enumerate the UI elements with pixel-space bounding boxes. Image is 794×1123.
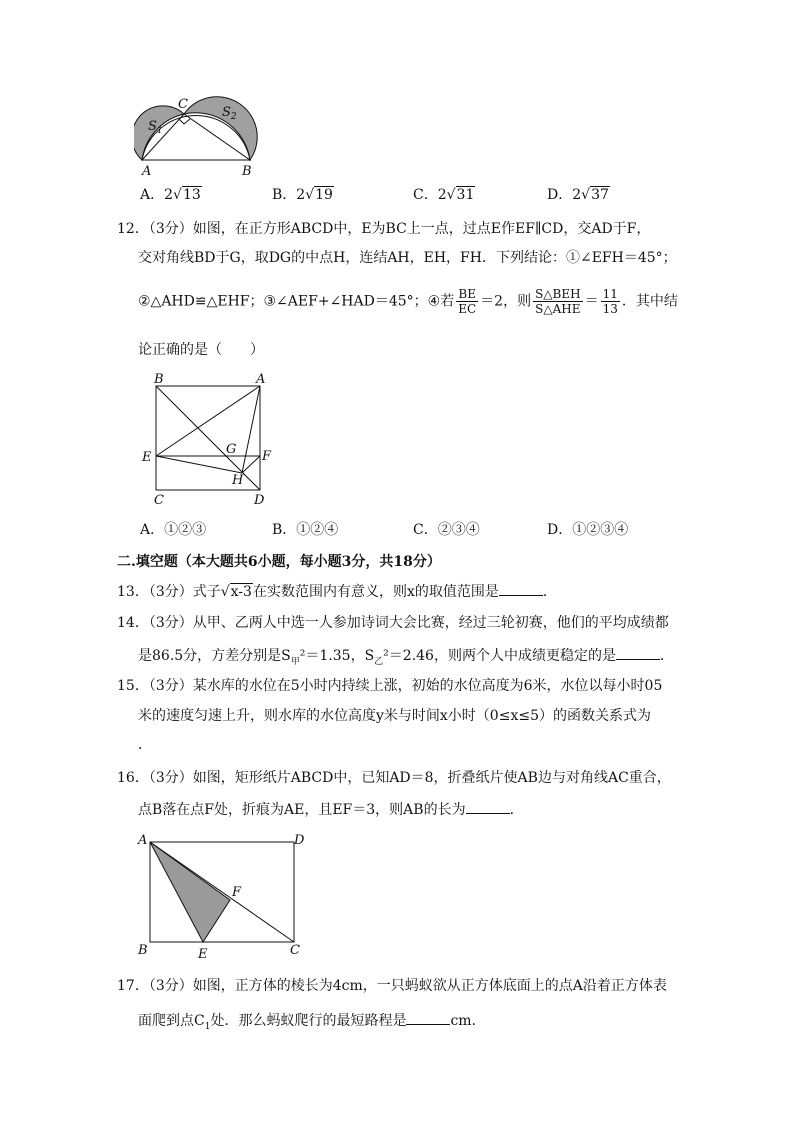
q12-label-a: A [256, 372, 266, 387]
q12-line-3: ②△AHD≌△EHF；③∠AEF+∠HAD＝45°；④若 $\frac{BE}{EC}$ ＝2，则 $\frac{\text{S△BEH}}{\text{S△AHE}}$ ＝ $\frac{11}{13}$ ．其中结 [138, 287, 678, 316]
q11-figure [134, 94, 274, 178]
q16-line-2: 点B落在点F处，折痕为AE，且EF＝3，则AB的长为 ． [138, 799, 524, 820]
q11-option-b[interactable]: B．2√19 [272, 187, 333, 203]
q11-label-s2: $S_2$ [222, 105, 237, 122]
q16-line-1: 16．（3分）如图，矩形纸片ABCD中，已知AD＝8，折叠纸片使AB边与对角线AC重合， [117, 770, 671, 786]
q17-line-2: 面爬到点$C_1$处．那么蚂蚁爬行的最短路程是 cm． [138, 1010, 486, 1037]
q16-shaded-triangle [150, 842, 230, 942]
q17-line-1: 17．（3分）如图，正方体的棱长为4cm，一只蚂蚁欲从正方体底面上的点A沿着正方体表 [117, 978, 667, 994]
q14-line-1: 14．（3分）从甲、乙两人中选一人参加诗词大会比赛，经过三轮初赛，他们的平均成绩都 [117, 615, 669, 631]
q16-label-a: A [138, 833, 148, 848]
q11-option-c[interactable]: C．2√31 [413, 187, 475, 203]
q13-answer-blank[interactable] [499, 581, 543, 596]
q14-answer-blank[interactable] [616, 645, 660, 660]
q15-line-3: ． [138, 737, 152, 753]
q11-label-s1: $S_1$ [148, 119, 163, 136]
q12-fraction-areas: $\frac{\text{S△BEH}}{\text{S△AHE}}$ [535, 287, 581, 316]
q12-label-g: G [226, 442, 237, 457]
q12-fraction-11-13: $\frac{11}{13}$ [602, 287, 618, 316]
q12-option-d[interactable]: D．①②③④ [547, 522, 629, 538]
q11-label-c: C [178, 97, 188, 112]
q11-label-a: A [142, 164, 152, 178]
q12-label-h: H [232, 473, 244, 488]
q12-label-f: F [262, 449, 272, 464]
q15-line-2: 米的速度匀速上升，则水库的水位高度y米与时间x小时（0≤x≤5）的函数关系式为 [138, 708, 651, 724]
q12-fraction-be-ec: $\frac{BE}{EC}$ [458, 287, 477, 316]
q16-figure [134, 830, 314, 962]
q11-option-a[interactable]: A．2√13 [140, 187, 201, 203]
q12-figure [138, 370, 288, 510]
q12-option-b[interactable]: B．①②④ [272, 522, 339, 538]
q12-option-a[interactable]: A．①②③ [140, 522, 207, 538]
q12-label-c: C [154, 493, 164, 508]
q13-line: 13．（3分）式子√x-3在实数范围内有意义，则x的取值范围是 ． [117, 581, 557, 602]
q12-label-d: D [254, 493, 265, 508]
q16-label-d: D [294, 833, 305, 848]
q16-answer-blank[interactable] [466, 799, 510, 814]
q12-line-1: 12．（3分）如图，在正方形ABCD中，E为BC上一点，过点E作EF∥CD，交AD于F， [117, 221, 651, 237]
q12-label-e: E [142, 450, 152, 465]
q16-label-b: B [138, 943, 148, 958]
q16-label-c: C [290, 943, 300, 958]
q12-line-4: 论正确的是（ ） [138, 342, 264, 358]
q12-label-b: B [154, 372, 164, 387]
q15-line-1: 15．（3分）某水库的水位在5小时内持续上涨，初始的水位高度为6米，水位以每小时05 [117, 678, 663, 694]
q12-line-2: 交对角线BD于G，取DG的中点H，连结AH，EH，FH．下列结论：①∠EFH＝45°； [138, 250, 677, 266]
section-fill-in-title: 二.填空题（本大题共6小题，每小题3分，共18分） [117, 554, 441, 570]
q11-label-b: B [242, 164, 252, 178]
q17-answer-blank[interactable] [406, 1010, 450, 1025]
q16-label-f: F [232, 885, 242, 900]
q11-option-d[interactable]: D．2√37 [547, 187, 609, 203]
q12-option-c[interactable]: C．②③④ [413, 522, 480, 538]
q14-line-2: 是86.5分，方差分别是$S_甲^2=1.35$，$S_乙^2=2.46$，则两个人中成绩更稳定的是 ． [138, 645, 674, 672]
q16-label-e: E [198, 947, 208, 962]
